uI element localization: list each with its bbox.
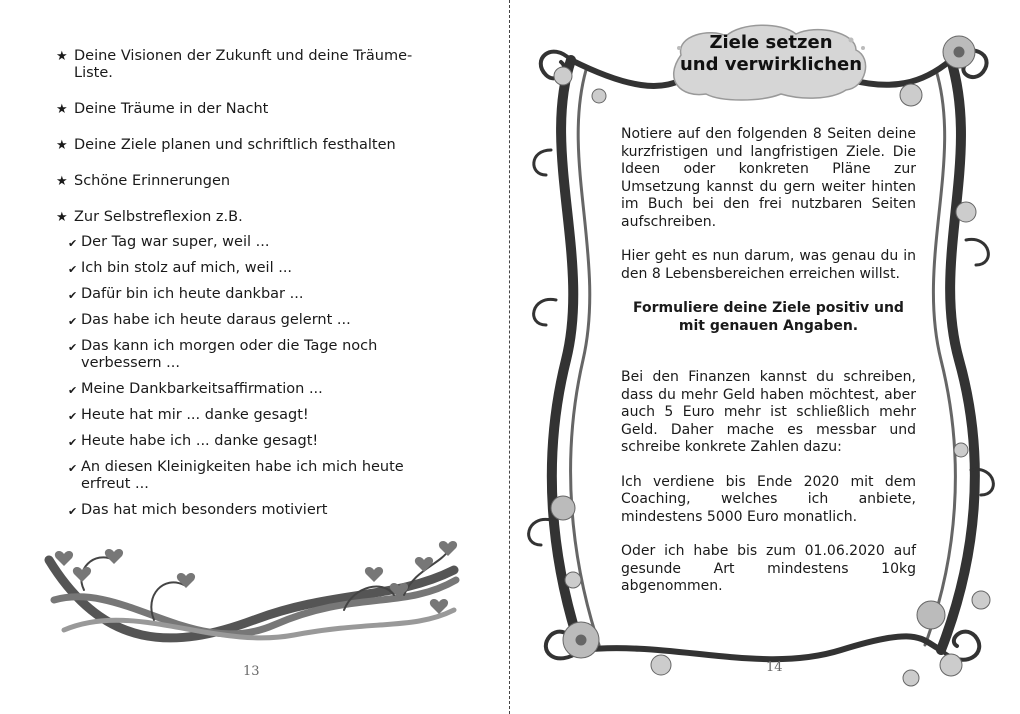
list-item — [56, 173, 436, 190]
sub-item-text: Heute habe ich ... danke gesagt! — [81, 433, 319, 449]
page-divider — [509, 0, 510, 714]
emphasis-paragraph: Formuliere deine Ziele positiv und mit genauen Angaben. — [633, 300, 904, 334]
star-icon: ★ — [56, 210, 68, 225]
check-icon: ✔ — [68, 505, 78, 518]
sub-item-text: Das habe ich heute daraus gelernt ... — [81, 312, 351, 328]
right-page — [511, 0, 1020, 714]
sub-item-text: Das kann ich morgen oder die Tage noch verbessern ... — [81, 338, 378, 371]
sub-item-text: Das hat mich besonders motiviert — [81, 502, 328, 518]
bullet-list — [56, 48, 436, 528]
check-icon: ✔ — [68, 436, 78, 449]
sub-list-item — [68, 381, 436, 398]
sub-list-item — [68, 312, 436, 329]
sub-list-item — [68, 459, 436, 493]
sub-list-item — [68, 502, 436, 519]
sub-item-text: Der Tag war super, weil ... — [81, 234, 270, 250]
page-number: 14 — [766, 660, 783, 675]
sub-item-text: Meine Dankbarkeitsaffirmation ... — [81, 381, 323, 397]
sub-item-text: Heute hat mir ... danke gesagt! — [81, 407, 309, 423]
paragraph: Notiere auf den folgenden 8 Seiten deine kurzfristigen und langfristigen Ziele. Die Ideen oder konkreten Pläne zur Umsetzung kannst du gern weiter hinten im Buch bei den frei nutzbaren Seiten aufschreiben. — [621, 126, 916, 230]
title-line-1: Ziele setzen — [709, 32, 833, 53]
list-item-text: Schöne Erinnerungen — [74, 173, 231, 189]
check-icon: ✔ — [68, 237, 78, 250]
sub-list-item — [68, 338, 436, 372]
check-icon: ✔ — [68, 384, 78, 397]
page-title — [671, 32, 871, 76]
list-item — [56, 137, 436, 154]
list-item — [56, 209, 436, 226]
list-item-text: Deine Träume in der Nacht — [74, 101, 269, 117]
left-page — [0, 0, 508, 714]
paragraph: Ich verdiene bis Ende 2020 mit dem Coaching, welches ich anbiete, mindestens 5000 Euro monatlich. — [621, 473, 916, 525]
list-item-text: Deine Ziele planen und schriftlich festhalten — [74, 137, 396, 153]
sub-item-text: An diesen Kleinigkeiten habe ich mich heute erfreut ... — [81, 459, 404, 492]
list-item — [56, 101, 436, 118]
check-icon: ✔ — [68, 341, 78, 354]
sub-list-item — [68, 433, 436, 450]
paragraph: Oder ich habe bis zum 01.06.2020 auf gesunde Art mindestens 10kg abgenommen. — [621, 543, 916, 594]
sub-list-item — [68, 234, 436, 251]
check-icon: ✔ — [68, 289, 78, 302]
list-item-text: Zur Selbstreflexion z.B. — [74, 209, 243, 225]
star-icon: ★ — [56, 174, 68, 189]
check-icon: ✔ — [68, 315, 78, 328]
paragraph: Bei den Finanzen kannst du schreiben, dass du mehr Geld haben möchtest, aber auch 5 Euro mehr ist schließlich mehr Geld. Daher mache es messbar und schreibe konkrete Zahlen dazu: — [621, 369, 916, 455]
vine-hearts-ornament — [44, 540, 464, 660]
body-text — [621, 126, 916, 613]
check-icon: ✔ — [68, 263, 78, 276]
sub-list-item — [68, 286, 436, 303]
title-line-2: und verwirklichen — [679, 54, 863, 75]
check-icon: ✔ — [68, 462, 78, 475]
list-item — [56, 48, 436, 82]
sub-list-item — [68, 407, 436, 424]
list-item-text: Deine Visionen der Zukunft und deine Träume-Liste. — [74, 48, 413, 81]
page-number: 13 — [243, 664, 260, 679]
sub-item-text: Dafür bin ich heute dankbar ... — [81, 286, 304, 302]
star-icon: ★ — [56, 49, 68, 64]
sub-item-text: Ich bin stolz auf mich, weil ... — [81, 260, 293, 276]
star-icon: ★ — [56, 102, 68, 117]
sub-list-item — [68, 260, 436, 277]
check-icon: ✔ — [68, 410, 78, 423]
paragraph: Hier geht es nun darum, was genau du in den 8 Lebensbereichen erreichen willst. — [621, 248, 916, 282]
star-icon: ★ — [56, 138, 68, 153]
